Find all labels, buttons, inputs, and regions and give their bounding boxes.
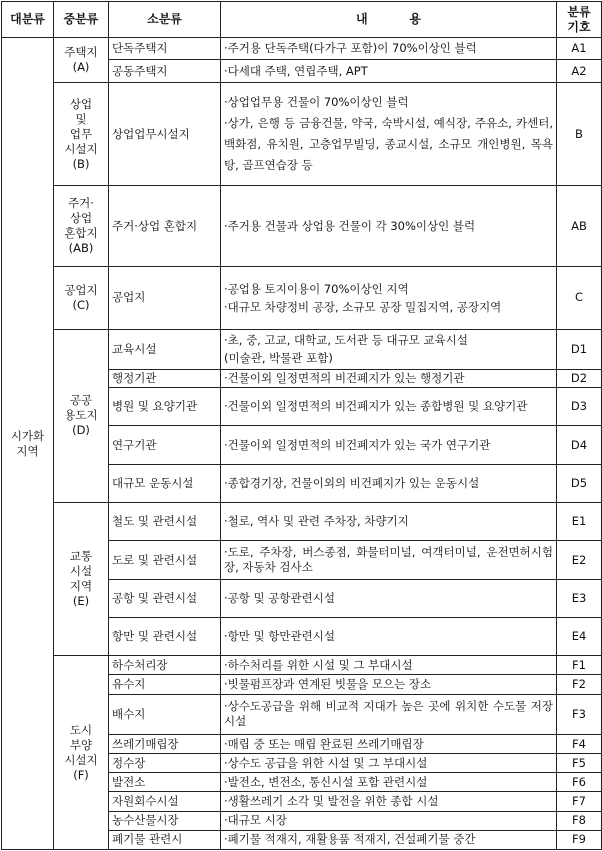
content-cell: ·공항 및 공항관련시설 <box>221 579 557 617</box>
content-cell: ·발전소, 변전소, 통신시설 포함 관련시설 <box>221 773 557 792</box>
minor-cell: 연구기관 <box>109 426 221 464</box>
content-cell: ·종합경기장, 건물이외의 비건폐지가 있는 운동시설 <box>221 464 557 502</box>
minor-cell: 대규모 운동시설 <box>109 464 221 502</box>
header-row <box>2 2 602 38</box>
minor-cell: 유수지 <box>109 675 221 694</box>
group-cell-D <box>54 329 109 502</box>
group-line: 주택지 <box>64 44 98 59</box>
content-cell: ·건물이외 일정면적의 비건폐지가 있는 국가 연구기관 <box>221 426 557 464</box>
minor-cell: 발전소 <box>109 773 221 792</box>
minor-cell: 공항 및 관련시설 <box>109 579 221 617</box>
major-line: 시가화 <box>10 428 45 443</box>
minor-cell: 철도 및 관련시설 <box>109 503 221 541</box>
group-line: 주거· <box>68 196 94 211</box>
code-cell: F4 <box>557 734 602 753</box>
major-category-cell <box>2 38 54 850</box>
code-cell: E2 <box>557 541 602 579</box>
code-cell: F7 <box>557 792 602 811</box>
group-line: 상업 <box>69 211 93 226</box>
group-line: (E) <box>72 594 90 609</box>
code-cell: F1 <box>557 656 602 675</box>
content-cell: ·건물이외 일정면적의 비건폐지가 있는 행정기관 <box>221 369 557 387</box>
group-line: (AB) <box>68 241 94 256</box>
group-line: 및 <box>75 111 87 126</box>
content-cell: ·초, 중, 고교, 대학교, 도서관 등 대규모 교육시설 (미술관, 박물관 포함) <box>221 329 557 369</box>
content-cell: ·상업업무용 건물이 70%이상인 블럭 ·상가, 은행 등 금융건물, 약국, 숙박시설, 예식장, 주유소, 카센터, 백화점, 유치원, 고층업무빌딩, 종교시설, 소규모 개인병원, 목욕탕, 골프연습장 등 <box>221 82 557 186</box>
minor-cell: 공동주택지 <box>109 60 221 82</box>
group-line: (F) <box>73 767 89 782</box>
minor-cell: 병원 및 요양기관 <box>109 388 221 426</box>
code-cell: F2 <box>557 675 602 694</box>
group-line: 업무 <box>69 126 93 141</box>
header-minor: 소분류 <box>109 2 221 38</box>
land-use-classification-table <box>1 1 602 850</box>
content-cell: ·건물이외 일정면적의 비건폐지가 있는 종합병원 및 요양기관 <box>221 388 557 426</box>
header-code <box>557 2 602 38</box>
group-cell-C <box>54 267 109 330</box>
minor-cell: 쓰레기매립장 <box>109 734 221 753</box>
minor-cell: 폐기물 관련시 <box>109 830 221 849</box>
code-cell: B <box>557 82 602 186</box>
group-line: (B) <box>72 156 90 171</box>
content-cell: ·폐기물 적재지, 재활용품 적재지, 건설폐기물 중간 <box>221 830 557 849</box>
header-major: 대분류 <box>2 2 54 38</box>
minor-cell: 행정기관 <box>109 369 221 387</box>
code-cell: AB <box>557 186 602 267</box>
table-row <box>2 38 602 60</box>
group-line: (D) <box>72 423 90 438</box>
code-cell: D2 <box>557 369 602 387</box>
content-cell: ·도로, 주차장, 버스종점, 화물터미널, 여객터미널, 운전면허시험장, 자동차 검사소 <box>221 541 557 579</box>
code-cell: D5 <box>557 464 602 502</box>
content-cell: ·매립 중 또는 매립 완료된 쓰레기매립장 <box>221 734 557 753</box>
minor-cell: 배수지 <box>109 694 221 734</box>
code-cell: E3 <box>557 579 602 617</box>
header-content: 내 용 <box>221 2 557 38</box>
content-cell: ·상수도공급을 위해 비교적 지대가 높은 곳에 위치한 수도물 저장시설 <box>221 694 557 734</box>
group-line: (A) <box>72 59 90 74</box>
minor-cell: 정수장 <box>109 754 221 773</box>
header-code-line1: 분류 <box>567 4 591 19</box>
minor-cell: 주거·상업 혼합지 <box>109 186 221 267</box>
group-line: 용도지 <box>64 408 98 423</box>
code-cell: D4 <box>557 426 602 464</box>
header-code-line2: 기호 <box>567 19 591 34</box>
group-line: 공업지 <box>64 282 98 297</box>
content-cell: ·대규모 시장 <box>221 811 557 830</box>
group-line: 시설지 <box>64 141 98 156</box>
table-row <box>2 267 602 330</box>
code-cell: F9 <box>557 830 602 849</box>
table-row <box>2 503 602 541</box>
minor-cell: 자원회수시설 <box>109 792 221 811</box>
group-cell-AB <box>54 186 109 267</box>
minor-cell: 교육시설 <box>109 329 221 369</box>
minor-cell: 단독주택지 <box>109 38 221 60</box>
code-cell: D1 <box>557 329 602 369</box>
group-line: 교통 <box>69 549 93 564</box>
minor-cell: 상업업무시설지 <box>109 82 221 186</box>
code-cell: D3 <box>557 388 602 426</box>
minor-cell: 농수산물시장 <box>109 811 221 830</box>
content-cell: ·다세대 주택, 연립주택, APT <box>221 60 557 82</box>
group-cell-B <box>54 82 109 186</box>
group-line: 부양 <box>69 737 93 752</box>
minor-cell: 도로 및 관련시설 <box>109 541 221 579</box>
content-cell: ·빗물펌프장과 연계된 빗물을 모으는 장소 <box>221 675 557 694</box>
content-cell: ·철로, 역사 및 관련 주차장, 차량기지 <box>221 503 557 541</box>
code-cell: F5 <box>557 754 602 773</box>
code-cell: C <box>557 267 602 330</box>
content-cell: ·주거용 건물과 상업용 건물이 각 30%이상인 블럭 <box>221 186 557 267</box>
group-cell-A <box>54 38 109 82</box>
header-middle: 중분류 <box>54 2 109 38</box>
minor-cell: 항만 및 관련시설 <box>109 618 221 656</box>
table-row <box>2 186 602 267</box>
content-cell: ·공업용 토지이용이 70%이상인 지역 ·대규모 차량정비 공장, 소규모 공장 밀집지역, 공장지역 <box>221 267 557 330</box>
content-cell: ·항만 및 항만관련시설 <box>221 618 557 656</box>
content-cell: ·하수처리를 위한 시설 및 그 부대시설 <box>221 656 557 675</box>
group-line: 도시 <box>69 722 93 737</box>
code-cell: F6 <box>557 773 602 792</box>
content-cell: ·상수도 공급을 위한 시설 및 그 부대시설 <box>221 754 557 773</box>
group-line: 지역 <box>69 579 93 594</box>
group-line: (C) <box>72 297 90 312</box>
code-cell: F3 <box>557 694 602 734</box>
group-line: 공공 <box>69 393 93 408</box>
group-line: 시설 <box>69 564 93 579</box>
major-line: 지역 <box>16 443 39 458</box>
content-cell: ·생활쓰레기 소각 및 발전을 위한 종합 시설 <box>221 792 557 811</box>
code-cell: A2 <box>557 60 602 82</box>
minor-cell: 공업지 <box>109 267 221 330</box>
code-cell: A1 <box>557 38 602 60</box>
table-row <box>2 329 602 369</box>
table-row <box>2 82 602 186</box>
content-cell: ·주거용 단독주택(다가구 포함)이 70%이상인 블럭 <box>221 38 557 60</box>
code-cell: F8 <box>557 811 602 830</box>
group-cell-E <box>54 503 109 656</box>
code-cell: E1 <box>557 503 602 541</box>
group-cell-F <box>54 656 109 850</box>
code-cell: E4 <box>557 618 602 656</box>
table-row <box>2 656 602 675</box>
minor-cell: 하수처리장 <box>109 656 221 675</box>
group-line: 혼합지 <box>64 226 98 241</box>
group-line: 상업 <box>69 96 93 111</box>
group-line: 시설지 <box>64 752 98 767</box>
